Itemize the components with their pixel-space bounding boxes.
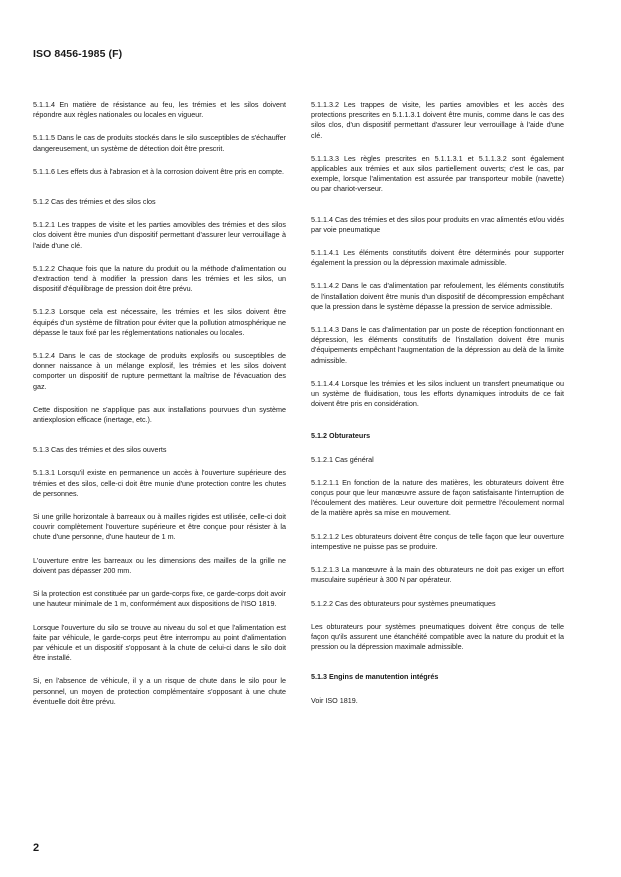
paragraph: Cette disposition ne s'applique pas aux installations pourvues d'un système antiexplosion efficace (inertage, etc.). bbox=[33, 404, 286, 425]
left-column bbox=[33, 100, 286, 707]
paragraph: 5.1.2.4 Dans le cas de stockage de produits explosifs ou susceptibles de donner naissance à un mélange explosif, les trémies et les silos doivent comporter un dispositif de rupture permettant la maîtrise de l'évacuation des gaz. bbox=[33, 351, 286, 391]
section-heading: 5.1.2 Obturateurs bbox=[311, 431, 371, 441]
paragraph: Voir ISO 1819. bbox=[311, 695, 358, 705]
paragraph: 5.1.2.1 Les trappes de visite et les parties amovibles des trémies et des silos clos doivent être munies d'un dispositif permettant d'assurer leur verrouillage à l'aide d'une clé. bbox=[33, 220, 286, 250]
section-heading: 5.1.2.1 Cas général bbox=[311, 454, 374, 464]
paragraph: 5.1.1.4.1 Les éléments constitutifs doivent être déterminés pour supporter également la pression ou la dépression maximale admissible. bbox=[311, 248, 564, 268]
paragraph: 5.1.1.5 Dans le cas de produits stockés dans le silo susceptibles de s'échauffer dangereusement, un système de détection doit être prescrit. bbox=[33, 133, 286, 153]
paragraph: 5.1.2.1.2 Les obturateurs doivent être conçus de telle façon que leur ouverture intempestive ne puisse pas se produire. bbox=[311, 531, 564, 551]
page-number: 2 bbox=[33, 842, 40, 854]
section-heading: 5.1.2 Cas des trémies et des silos clos bbox=[33, 197, 156, 207]
paragraph: Si la protection est constituée par un garde-corps fixe, ce garde-corps doit avoir une hauteur minimale de 1 m, conformément aux dispositions de l'ISO 1819. bbox=[33, 589, 286, 609]
paragraph: 5.1.3.1 Lorsqu'il existe en permanence un accès à l'ouverture supérieure des trémies et des silos, celle-ci doit être munie d'une protection contre les chutes de personnes. bbox=[33, 468, 286, 498]
paragraph: 5.1.1.4 En matière de résistance au feu, les trémies et les silos doivent répondre aux règles nationales ou locales en vigueur. bbox=[33, 100, 286, 120]
paragraph: Si, en l'absence de véhicule, il y a un risque de chute dans le silo pour le personnel, un moyen de protection complémentaire s'opposant à une chute éventuelle doit être prévu. bbox=[33, 676, 286, 706]
section-heading: 5.1.2.2 Cas des obturateurs pour systèmes pneumatiques bbox=[311, 598, 496, 608]
paragraph: 5.1.1.4.3 Dans le cas d'alimentation par un poste de réception fonctionnant en dépression, les éléments constitutifs de l'installation doivent être munis d'équipements empêchant l'augmentation de la dépression au delà de la limite admissible. bbox=[311, 325, 564, 365]
paragraph: 5.1.1.6 Les effets dus à l'abrasion et à la corrosion doivent être pris en compte. bbox=[33, 166, 284, 176]
paragraph: 5.1.2.3 Lorsque cela est nécessaire, les trémies et les silos doivent être équipés d'un système de filtration pour éviter que la pollution atmosphérique ne dépasse le taux fixé par les réglementations nationales ou locales. bbox=[33, 307, 286, 337]
paragraph: 5.1.1.3.3 Les règles prescrites en 5.1.1.3.1 et 5.1.1.3.2 sont également applicables aux trémies et aux silos partiellement ouverts; c'est le cas, par exemple, lorsque l'alimentation est assurée par transporteur mobile (navette) ou par chariot-verseur. bbox=[311, 153, 564, 194]
paragraph: 5.1.1.4.4 Lorsque les trémies et les silos incluent un transfert pneumatique ou un système de fluidisation, tous les efforts dynamiques introduits de ce fait doivent être pris en considération. bbox=[311, 378, 564, 409]
paragraph: Les obturateurs pour systèmes pneumatiques doivent être conçus de telle façon qu'ils assurent une étanchéité compatible avec la nature du produit et la pression ou la dépression maximale admissible. bbox=[311, 621, 564, 652]
paragraph: 5.1.1.4.2 Dans le cas d'alimentation par refoulement, les éléments constitutifs de l'installation doivent être munis d'un dispositif de décompression empêchant que la pression dans le système dépasse la pression de service admissible. bbox=[311, 281, 564, 311]
document-header: ISO 8456-1985 (F) bbox=[33, 48, 123, 60]
paragraph: 5.1.2.1.3 La manœuvre à la main des obturateurs ne doit pas exiger un effort musculaire supérieur à 300 N par opérateur. bbox=[311, 565, 564, 585]
paragraph: L'ouverture entre les barreaux ou les dimensions des mailles de la grille ne doivent pas dépasser 200 mm. bbox=[33, 555, 286, 575]
paragraph: Si une grille horizontale à barreaux ou à mailles rigides est utilisée, celle-ci doit couvrir complètement l'ouverture supérieure et être conçue pour résister à la chute d'une personne, d'une hauteur de 1 m. bbox=[33, 512, 286, 542]
section-heading: 5.1.3 Cas des trémies et des silos ouverts bbox=[33, 445, 167, 455]
section-heading: 5.1.1.4 Cas des trémies et des silos pour produits en vrac alimentés et/ou vidés par voie pneumatique bbox=[311, 214, 564, 234]
paragraph: Lorsque l'ouverture du silo se trouve au niveau du sol et que l'alimentation est faite par véhicule, le garde-corps peut être interrompu au point d'alimentation par véhicule et un dispositif s'opposant à la chute de celui-ci dans le silo doit être installé. bbox=[33, 622, 286, 663]
section-heading: 5.1.3 Engins de manutention intégrés bbox=[311, 672, 439, 682]
paragraph: 5.1.2.1.1 En fonction de la nature des matières, les obturateurs doivent être conçus pour que leur manœuvre assure de façon satisfaisante l'interruption de l'écoulement des matières. Leur ouverture doit permettre l'écoulement normal de la matière après sa mise en mouvement. bbox=[311, 477, 564, 518]
paragraph: 5.1.1.3.2 Les trappes de visite, les parties amovibles et les accès des protections prescrites en 5.1.1.3.1 doivent être munis, comme dans le cas des silos clos, d'un dispositif permettant d'assurer leur verrouillage à l'aide d'une clé. bbox=[311, 100, 564, 140]
right-column bbox=[311, 100, 564, 706]
paragraph: 5.1.2.2 Chaque fois que la nature du produit ou la méthode d'alimentation ou d'extraction tend à modifier la pression dans les trémies et les silos, un dispositif d'équilibrage de pression doit être prévu. bbox=[33, 263, 286, 294]
